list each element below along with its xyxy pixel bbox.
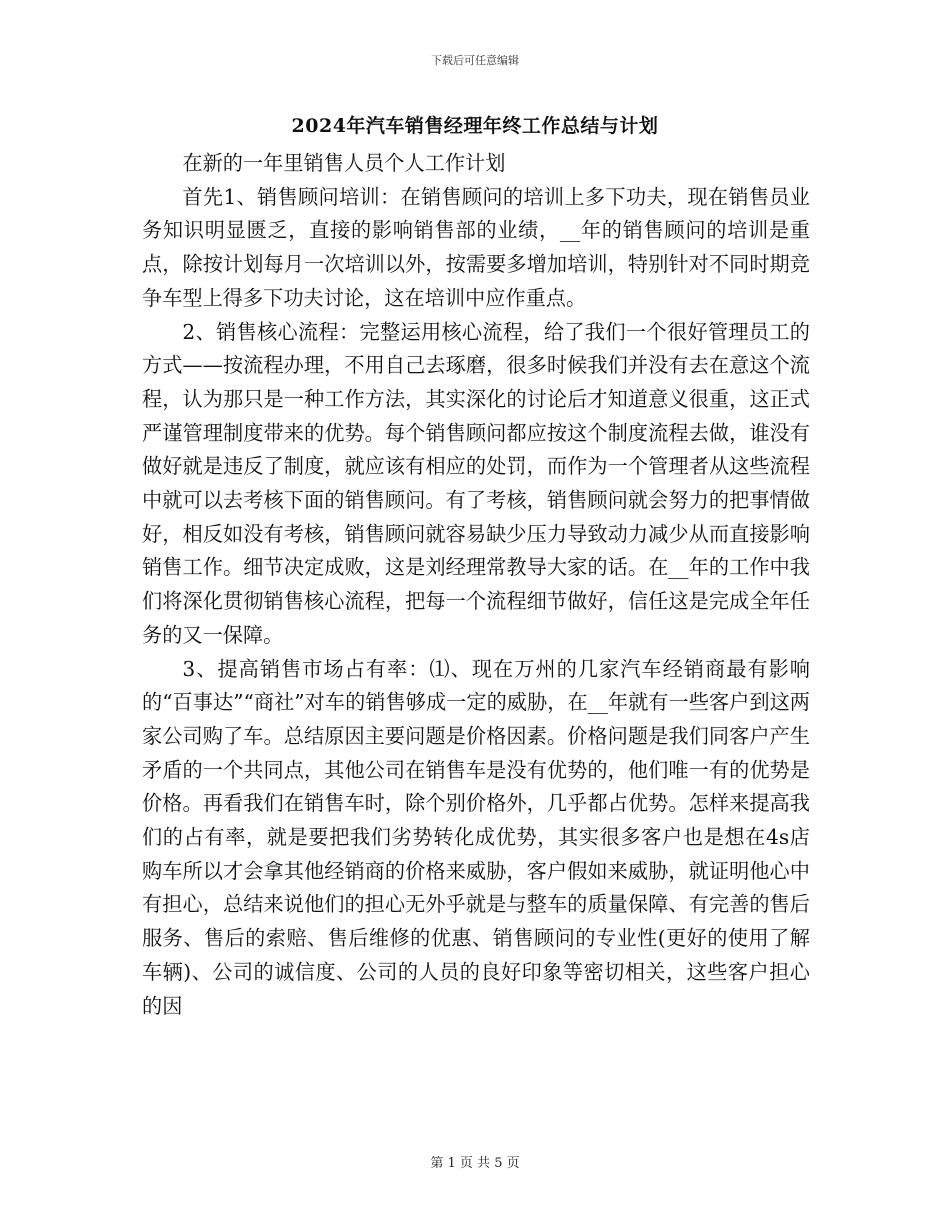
page-header-note: 下载后可任意编辑 — [431, 54, 519, 67]
document-title: 2024年汽车销售经理年终工作总结与计划 — [291, 115, 659, 137]
page-number-footer: 第 1 页 共 5 页 — [430, 1156, 520, 1171]
paragraph-training: 首先1、销售顾问培训：在销售顾问的培训上多下功夫，现在销售员业务知识明显匮乏，直接的影响销售部的业绩，__年的销售顾问的培训是重点，除按计划每月一次培训以外，按需要多增加培训，特别针对不同时期竞争车型上得多下功夫讨论，这在培训中应作重点。 — [142, 184, 810, 310]
paragraph-subtitle: 在新的一年里销售人员个人工作计划 — [182, 151, 506, 175]
paragraph-core-process: 2、销售核心流程：完整运用核心流程，给了我们一个很好管理员工的方式——按流程办理，不用自己去琢磨，很多时候我们并没有去在意这个流程，认为那只是一种工作方法，其实深化的讨论后才知道意义很重，这正式严谨管理制度带来的优势。每个销售顾问都应按这个制度流程去做，谁没有做好就是违反了制度，就应该有相应的处罚，而作为一个管理者从这些流程中就可以去考核下面的销售顾问。有了考核，销售顾问就会努力的把事情做好，相反如没有考核，销售顾问就容易缺少压力导致动力减少从而直接影响销售工作。细节决定成败，这是刘经理常教导大家的话。在__年的工作中我们将深化贯彻销售核心流程，把每一个流程细节做好，信任这是完成全年任务的又一保障。 — [142, 319, 810, 647]
paragraph-market-share: 3、提高销售市场占有率：⑴、现在万州的几家汽车经销商最有影响的“百事达”“商社”对车的销售够成一定的威胁，在__年就有一些客户到这两家公司购了车。总结原因主要问题是价格因素。价格问题是我们同客户产生矛盾的一个共同点，其他公司在销售车是没有优势的，他们唯一有的优势是价格。再看我们在销售车时，除个别价格外，几乎都占优势。怎样来提高我们的占有率，就是要把我们劣势转化成优势，其实很多客户也是想在4s店购车所以才会拿其他经销商的价格来威胁，客户假如来威胁，就证明他心中有担心，总结来说他们的担心无外乎就是与整车的质量保障、有完善的售后服务、售后的索赔、售后维修的优惠、销售顾问的专业性(更好的使用了解车辆)、公司的诚信度、公司的人员的良好印象等密切相关，这些客户担心的因 — [142, 656, 810, 1018]
document-body — [142, 147, 810, 1023]
